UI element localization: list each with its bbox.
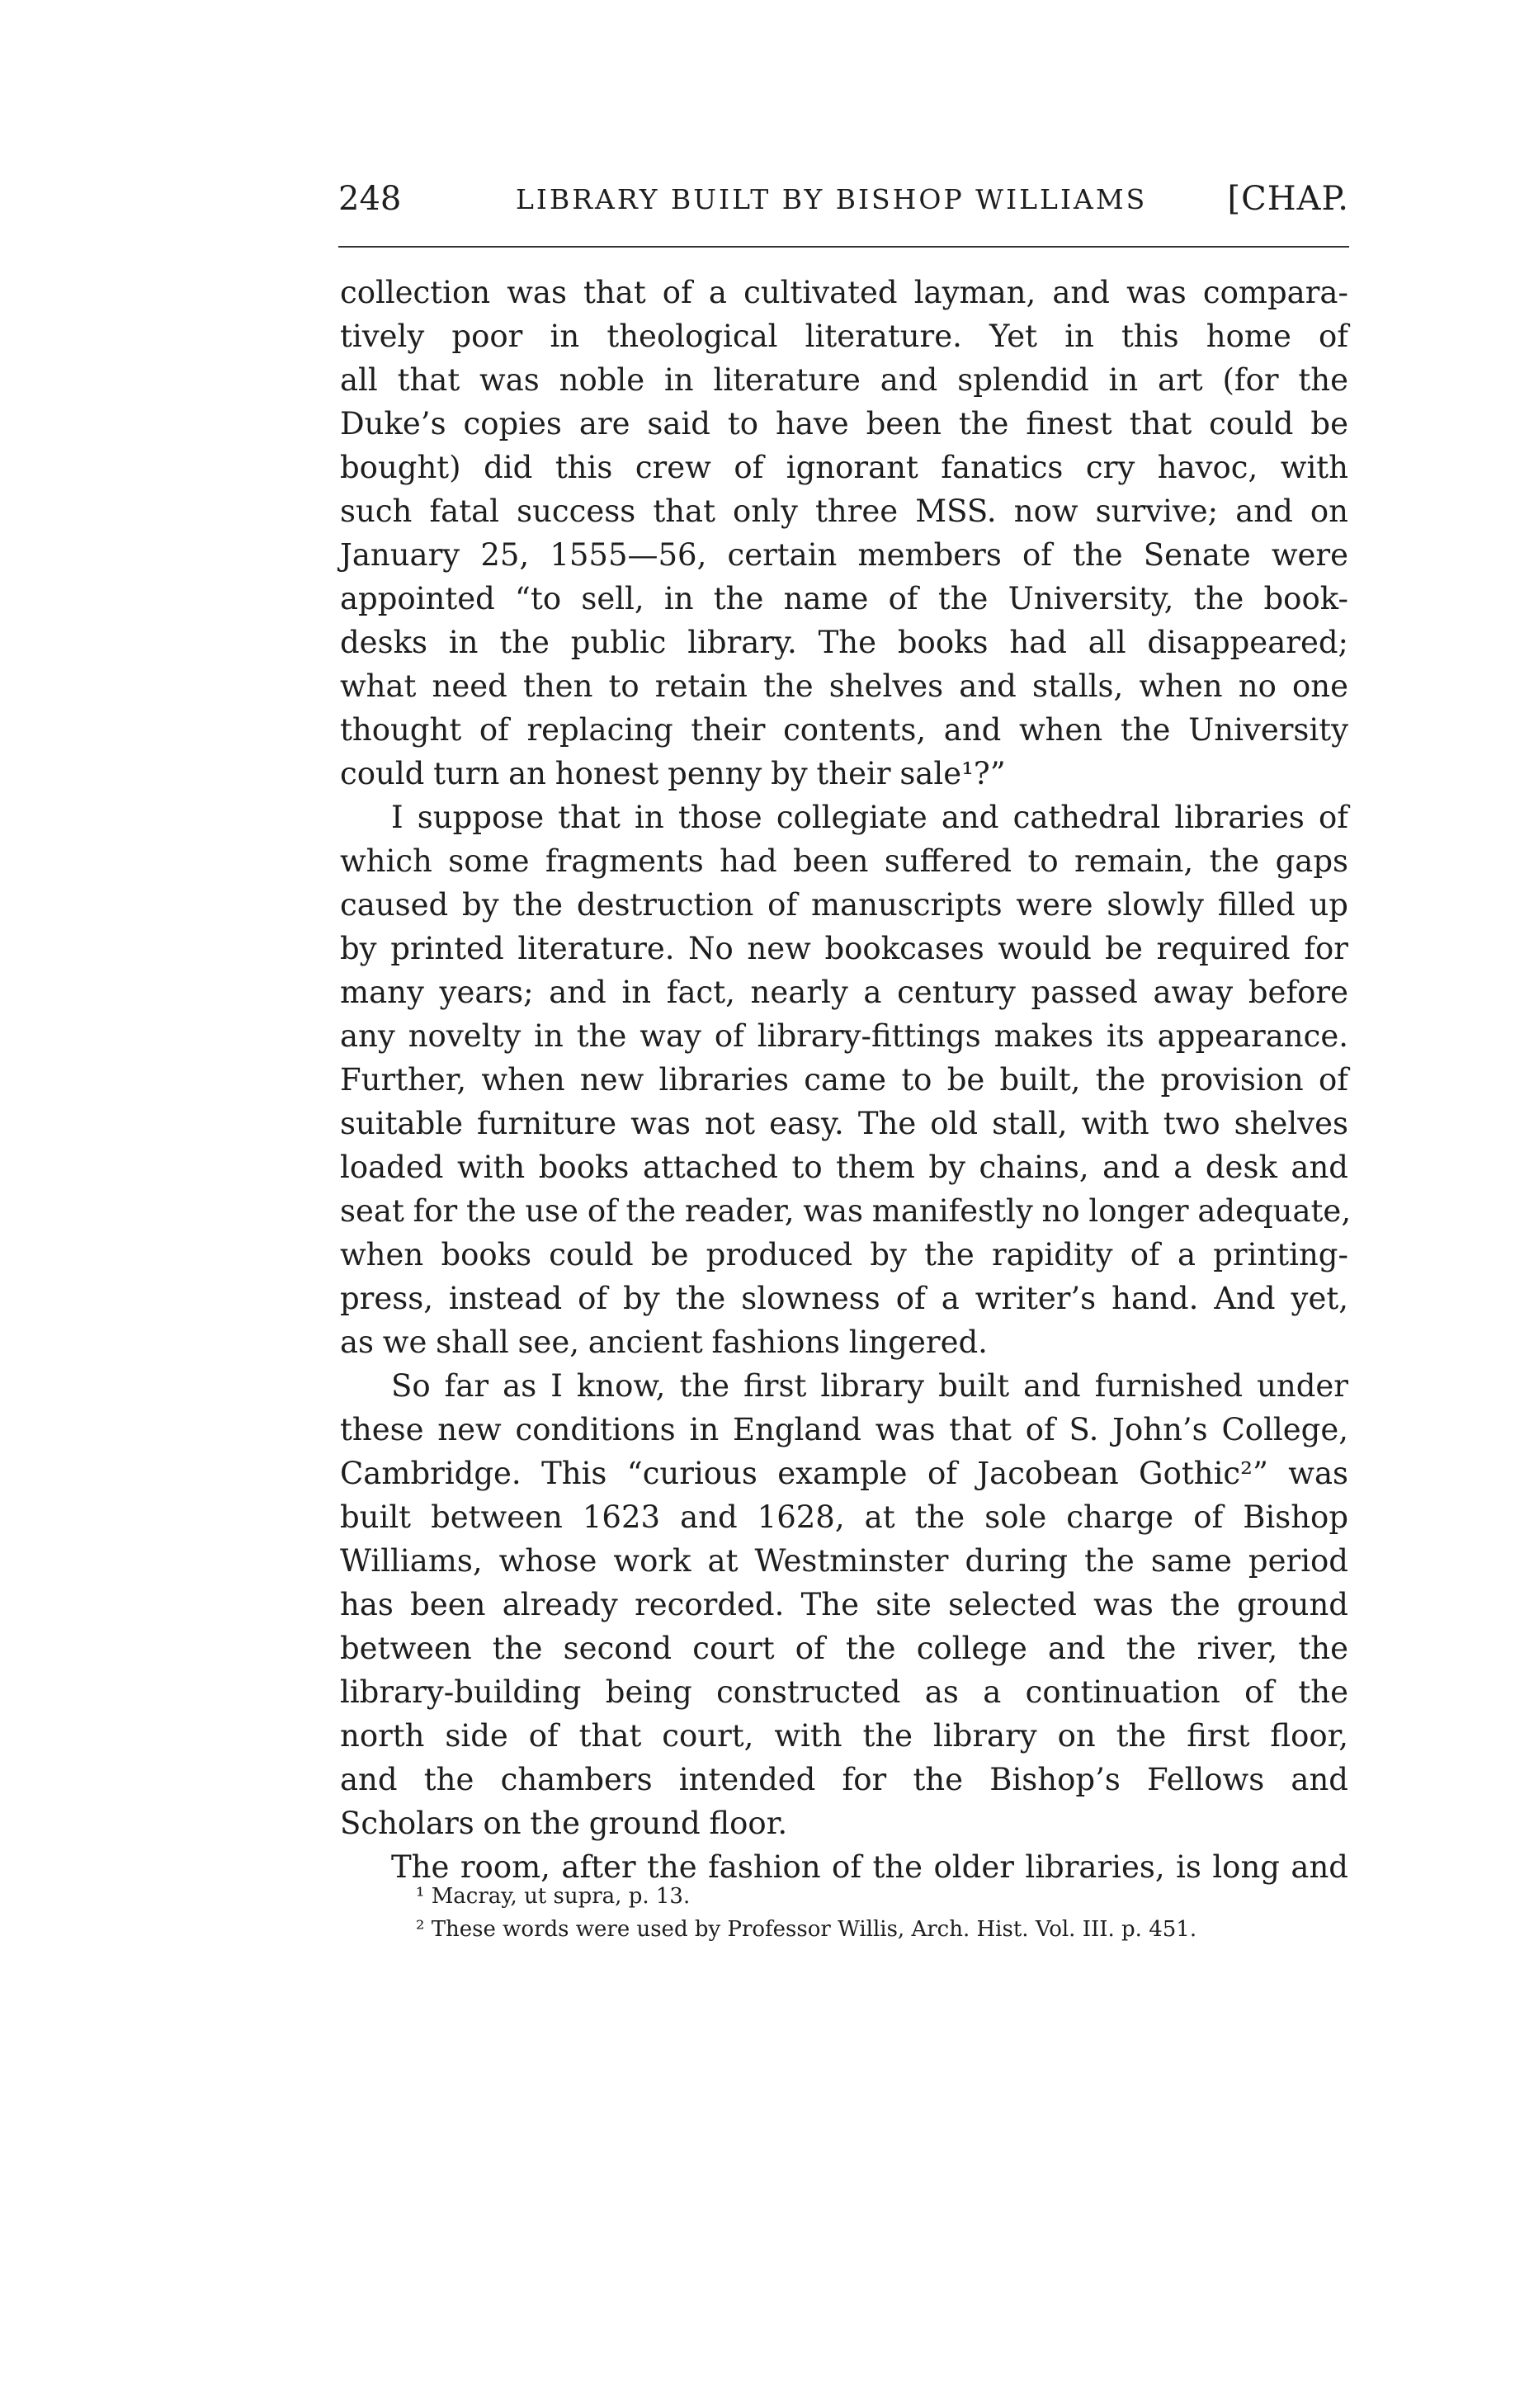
text-line: collection was that of a cultivated layman, and was compara- bbox=[340, 275, 1348, 310]
text-line: by printed literature. No new bookcases would be required for bbox=[340, 931, 1348, 966]
text-line: library-building being constructed as a continuation of the bbox=[340, 1674, 1348, 1710]
text-line: when books could be produced by the rapidity of a printing- bbox=[340, 1237, 1348, 1272]
text-line: January 25, 1555—56, certain members of the Senate were bbox=[340, 537, 1348, 573]
text-line: what need then to retain the shelves and stalls, when no one bbox=[340, 668, 1348, 704]
text-line: and the chambers intended for the Bishop’s Fellows and bbox=[340, 1762, 1348, 1797]
text-line: could turn an honest penny by their sale¹?” bbox=[340, 756, 1006, 791]
header-rule bbox=[338, 246, 1349, 248]
text-line: Cambridge. This “curious example of Jacobean Gothic²” was bbox=[340, 1456, 1348, 1491]
text-line: Further, when new libraries came to be built, the provision of bbox=[340, 1062, 1348, 1098]
text-line: Duke’s copies are said to have been the finest that could be bbox=[340, 406, 1348, 441]
text-line: many years; and in fact, nearly a century passed away before bbox=[340, 975, 1348, 1010]
text-line: which some fragments had been suffered to remain, the gaps bbox=[340, 843, 1348, 879]
text-line: press, instead of by the slowness of a writer’s hand. And yet, bbox=[340, 1281, 1348, 1316]
running-title: LIBRARY BUILT BY BISHOP WILLIAMS bbox=[516, 183, 1148, 215]
text-line: seat for the use of the reader, was manifestly no longer adequate, bbox=[340, 1193, 1352, 1229]
text-line: caused by the destruction of manuscripts were slowly filled up bbox=[340, 887, 1348, 923]
chapter-marker: [CHAP. bbox=[1227, 180, 1349, 218]
body-text bbox=[340, 271, 1352, 1889]
paragraph-start-line: So far as I know, the first library built and furnished under bbox=[391, 1368, 1348, 1404]
text-line: any novelty in the way of library-fittings makes its appearance. bbox=[340, 1018, 1348, 1054]
text-line: loaded with books attached to them by chains, and a desk and bbox=[340, 1150, 1348, 1185]
text-line: Scholars on the ground floor. bbox=[340, 1806, 788, 1841]
text-line: these new conditions in England was that of S. John’s College, bbox=[340, 1412, 1348, 1447]
page-number: 248 bbox=[338, 180, 402, 218]
footnote: ¹ Macray, ut supra, p. 13. bbox=[416, 1884, 691, 1909]
text-line: suitable furniture was not easy. The old stall, with two shelves bbox=[340, 1106, 1348, 1141]
text-line: bought) did this crew of ignorant fanatics cry havoc, with bbox=[340, 450, 1348, 485]
text-line: appointed “to sell, in the name of the University, the book- bbox=[340, 581, 1348, 616]
text-line: such fatal success that only three MSS. now survive; and on bbox=[340, 493, 1348, 529]
text-line: tively poor in theological literature. Yet in this home of bbox=[340, 319, 1348, 354]
paragraph-start-line: The room, after the fashion of the older libraries, is long and bbox=[391, 1849, 1348, 1885]
text-line: all that was noble in literature and splendid in art (for the bbox=[340, 362, 1348, 398]
text-line: desks in the public library. The books had all disappeared; bbox=[340, 625, 1348, 660]
text-line: as we shall see, ancient fashions lingered. bbox=[340, 1324, 988, 1360]
text-line: built between 1623 and 1628, at the sole charge of Bishop bbox=[340, 1499, 1348, 1535]
footnotes bbox=[340, 1880, 1348, 1946]
paragraph-start-line: I suppose that in those collegiate and cathedral libraries of bbox=[391, 800, 1348, 835]
text-line: north side of that court, with the library on the first floor, bbox=[340, 1718, 1348, 1754]
text-line: between the second court of the college and the river, the bbox=[340, 1631, 1348, 1666]
running-header bbox=[338, 180, 1349, 229]
text-line: Williams, whose work at Westminster during the same period bbox=[340, 1543, 1348, 1579]
text-line: thought of replacing their contents, and when the University bbox=[340, 712, 1348, 748]
text-line: has been already recorded. The site selected was the ground bbox=[340, 1587, 1348, 1622]
footnote: ² These words were used by Professor Willis, Arch. Hist. Vol. III. p. 451. bbox=[416, 1917, 1197, 1942]
